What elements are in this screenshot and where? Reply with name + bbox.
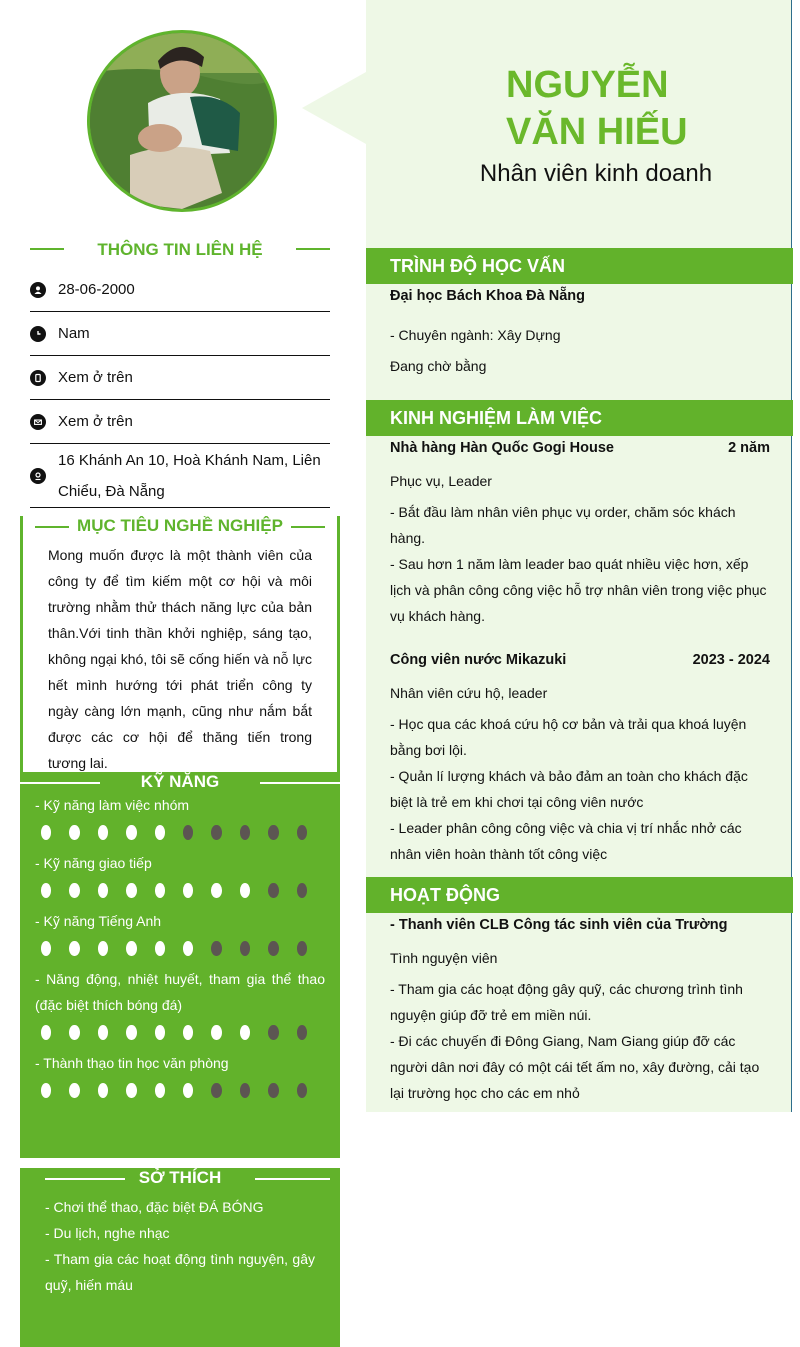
contact-text: Nam: [58, 325, 90, 342]
mail-icon: [30, 414, 46, 430]
skill-label: - Kỹ năng Tiếng Anh: [35, 913, 162, 929]
rating-dot-empty: [211, 1083, 221, 1098]
job-title: Nhân viên kinh doanh: [479, 160, 713, 187]
rating-dot-filled: [98, 1083, 108, 1098]
skill-item: [35, 850, 325, 898]
avatar: [87, 30, 277, 212]
name-line-2: VĂN HIẾU: [506, 111, 688, 153]
job-role: Nhân viên cứu hộ, leader: [390, 685, 548, 701]
contact-text: Xem ở trên: [58, 369, 133, 386]
objective-text: Mong muốn được là một thành viên của công ty để tìm kiếm một cơ hội và môi trường nhằm thử thách năng lực của bản thân.Với tinh thần khởi nghiệp, sáng tạo, không ngại khó, tôi sẽ cống hiến và nỗ lực hết mình hướng tới phát triển công ty ngày càng lớn mạnh, cũng như nắm bắt được các cơ hội để thăng tiến trong tương lai.: [48, 547, 312, 771]
divider-right: [260, 782, 340, 784]
location-icon: [30, 468, 46, 484]
rating-dot-empty: [268, 1025, 278, 1040]
rating-dot-empty: [297, 883, 307, 898]
rating-dot-filled: [155, 1025, 165, 1040]
skill-item: [35, 908, 325, 956]
rating-dot-filled: [183, 941, 193, 956]
divider-right: [291, 526, 325, 528]
rating-dot-filled: [211, 883, 221, 898]
contact-item-gender: [30, 312, 330, 356]
skill-rating: [35, 941, 325, 956]
avatar-photo: [90, 33, 277, 212]
rating-dot-empty: [268, 825, 278, 840]
school-name: Đại học Bách Khoa Đà Nẵng: [390, 288, 585, 304]
rating-dot-filled: [41, 883, 51, 898]
skill-rating: [35, 883, 325, 898]
skill-label: - Kỹ năng giao tiếp: [35, 855, 152, 871]
rating-dot-filled: [126, 941, 136, 956]
rating-dot-empty: [268, 883, 278, 898]
rating-dot-filled: [41, 1025, 51, 1040]
job-detail: - Học qua các khoá cứu hộ cơ bản và trải qua khoá luyện bằng bơi lội.: [390, 716, 747, 758]
rating-dot-filled: [155, 941, 165, 956]
job-header: [390, 440, 770, 456]
objective-header: [23, 516, 337, 538]
rating-dot-filled: [98, 941, 108, 956]
activity-detail: - Tham gia các hoạt động gây quỹ, các chương trình tình nguyện giúp đỡ trẻ em miền núi.: [390, 981, 743, 1023]
rating-dot-filled: [155, 1083, 165, 1098]
job-detail: - Sau hơn 1 năm làm leader bao quát nhiều việc hơn, xếp lịch và phân công công việc hỗ trợ nhân viên trong việc phục vụ khách hàng.: [390, 556, 767, 624]
job-header: [390, 652, 770, 668]
skills-section: [20, 772, 340, 1158]
objective-title: MỤC TIÊU NGHỀ NGHIỆP: [77, 516, 283, 535]
activity-header: [390, 917, 770, 933]
contact-item-address: [30, 444, 330, 508]
skills-title: KỸ NĂNG: [140, 772, 220, 791]
rating-dot-empty: [240, 1083, 250, 1098]
skill-rating: [35, 825, 325, 840]
skill-label: - Năng động, nhiệt huyết, tham gia thể thao (đặc biệt thích bóng đá): [35, 971, 325, 1013]
rating-dot-filled: [69, 941, 79, 956]
company-name: Nhà hàng Hàn Quốc Gogi House: [390, 440, 614, 456]
skill-item: [35, 1050, 325, 1098]
rating-dot-filled: [69, 883, 79, 898]
rating-dot-filled: [183, 1025, 193, 1040]
rating-dot-empty: [297, 825, 307, 840]
rating-dot-filled: [183, 1083, 193, 1098]
clock-icon: [30, 326, 46, 342]
rating-dot-empty: [268, 941, 278, 956]
objective-section: [20, 516, 340, 772]
job-role: Phục vụ, Leader: [390, 473, 492, 489]
skill-rating: [35, 1083, 325, 1098]
education-header: TRÌNH ĐỘ HỌC VẤN: [366, 248, 793, 284]
hobby-item: - Du lịch, nghe nhạc: [45, 1225, 170, 1241]
activity-role: Tình nguyện viên: [390, 950, 498, 966]
job-detail: - Bắt đầu làm nhân viên phục vụ order, chăm sóc khách hàng.: [390, 504, 736, 546]
rating-dot-empty: [297, 1083, 307, 1098]
rating-dot-filled: [155, 883, 165, 898]
hobby-item: - Tham gia các hoạt động tình nguyện, gây quỹ, hiến máu: [45, 1251, 315, 1293]
education-major: - Chuyên ngành: Xây Dựng: [390, 327, 561, 343]
skills-header: [20, 772, 340, 794]
job-detail: - Leader phân công công việc và chia vị trí nhắc nhở các nhân viên hoàn thành tốt công việc: [390, 820, 742, 862]
education-school: [390, 288, 770, 304]
rating-dot-empty: [240, 825, 250, 840]
education-section: [390, 288, 770, 379]
skill-rating: [35, 1025, 325, 1040]
contact-header: [30, 240, 330, 262]
hobbies-title: SỞ THÍCH: [138, 1168, 222, 1187]
contact-text: 16 Khánh An 10, Hoà Khánh Nam, Liên Chiểu, Đà Nẵng: [58, 451, 321, 500]
hobbies-section: [20, 1168, 340, 1347]
rating-dot-filled: [41, 825, 51, 840]
rating-dot-filled: [211, 1025, 221, 1040]
experience-header: KINH NGHIỆM LÀM VIỆC: [366, 400, 793, 436]
activities-section: [390, 917, 770, 1106]
rating-dot-filled: [126, 883, 136, 898]
rating-dot-filled: [98, 883, 108, 898]
job-period: 2 năm: [728, 440, 770, 456]
rating-dot-filled: [69, 1083, 79, 1098]
experience-section: [390, 440, 770, 867]
hobby-item: - Chơi thể thao, đặc biệt ĐÁ BÓNG: [45, 1199, 264, 1215]
skill-item: [35, 792, 325, 840]
rating-dot-filled: [98, 1025, 108, 1040]
activity-detail: - Đi các chuyến đi Đông Giang, Nam Giang giúp đỡ các người dân nơi đây có một cái tết ấm no, xây đường, cải tạo lại trường học cho các em nhỏ: [390, 1033, 760, 1101]
job-detail: - Quản lí lượng khách và bảo đảm an toàn cho khách đặc biệt là trẻ em khi chơi tại công viên nước: [390, 768, 748, 810]
rating-dot-filled: [41, 941, 51, 956]
activity-org: - Thanh viên CLB Công tác sinh viên của Trường: [390, 917, 728, 933]
rating-dot-filled: [240, 883, 250, 898]
education-status: Đang chờ bằng: [390, 358, 487, 374]
rating-dot-filled: [98, 825, 108, 840]
hobbies-header: [20, 1168, 340, 1190]
skill-label: - Thành thạo tin học văn phòng: [35, 1055, 229, 1071]
rating-dot-filled: [41, 1083, 51, 1098]
person-icon: [30, 282, 46, 298]
rating-dot-empty: [211, 941, 221, 956]
contact-text: 28-06-2000: [58, 281, 135, 298]
skill-label: - Kỹ năng làm việc nhóm: [35, 797, 190, 813]
company-name: Công viên nước Mikazuki: [390, 652, 567, 668]
contact-item-email: [30, 400, 330, 444]
contact-text: Xem ở trên: [58, 413, 133, 430]
full-name: [506, 62, 688, 156]
rating-dot-empty: [297, 1025, 307, 1040]
rating-dot-filled: [183, 883, 193, 898]
hobbies-list: [45, 1194, 315, 1298]
divider-right: [255, 1178, 330, 1180]
rating-dot-filled: [69, 825, 79, 840]
rating-dot-filled: [126, 1025, 136, 1040]
contact-list: [30, 268, 330, 508]
speech-pointer: [302, 72, 366, 144]
skill-item: [35, 966, 325, 1040]
rating-dot-empty: [240, 941, 250, 956]
rating-dot-empty: [268, 1083, 278, 1098]
contact-item-birthday: [30, 268, 330, 312]
job-period: 2023 - 2024: [692, 652, 770, 668]
rating-dot-filled: [69, 1025, 79, 1040]
contact-title: THÔNG TIN LIÊN HỆ: [97, 240, 263, 259]
phone-icon: [30, 370, 46, 386]
contact-item-phone: [30, 356, 330, 400]
rating-dot-empty: [211, 825, 221, 840]
name-line-1: NGUYỄN: [506, 64, 669, 106]
rating-dot-filled: [126, 1083, 136, 1098]
rating-dot-empty: [183, 825, 193, 840]
activities-header: HOẠT ĐỘNG: [366, 877, 793, 913]
rating-dot-filled: [155, 825, 165, 840]
divider-right: [296, 248, 330, 250]
rating-dot-filled: [240, 1025, 250, 1040]
rating-dot-empty: [297, 941, 307, 956]
rating-dot-filled: [126, 825, 136, 840]
